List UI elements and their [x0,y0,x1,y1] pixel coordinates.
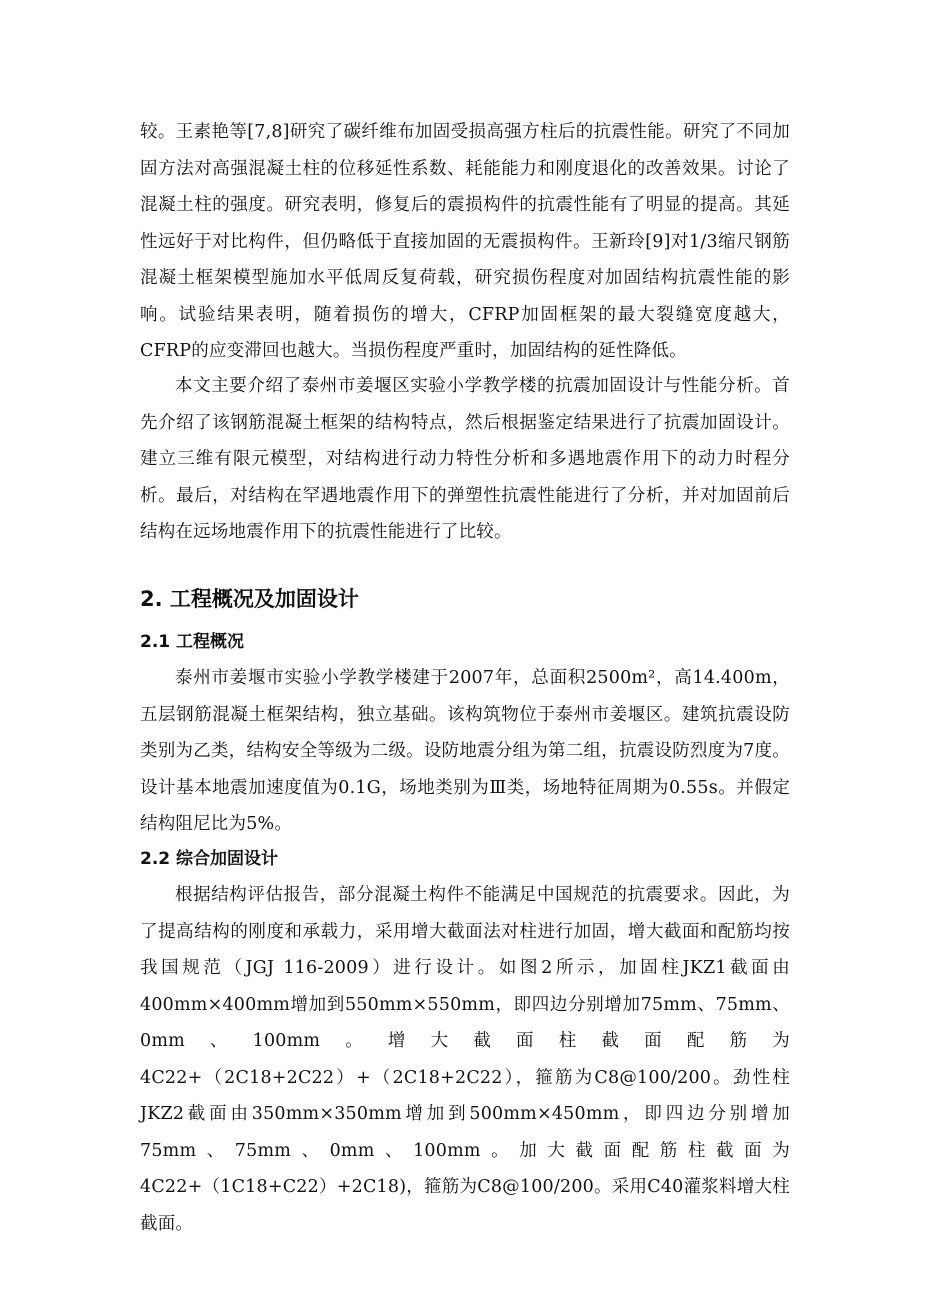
subsection-heading-2-1: 2.1 工程概况 [140,632,245,652]
paragraph-reinforcement-design: 根据结构评估报告，部分混凝土构件不能满足中国规范的抗震要求。因此，为了提高结构的刚度和承载力，采用增大截面法对柱进行加固，增大截面和配筋均按我国规范（JGJ 116-2009）进行设计。如图2所示，加固柱JKZ1截面由400mm×400mm增加到550mm×550mm，即四边分别增加75mm、75mm、0mm、100mm。增大截面柱截面配筋为4C22+（2C18+2C22）+（2C18+2C22），箍筋为C8@100/200。劲性柱JKZ2截面由350mm×350mm增加到500mm×450mm，即四边分别增加75mm、75mm、0mm、100mm。加大截面配筋柱截面为4C22+（1C18+C22）+2C18)，箍筋为C8@100/200。采用C40灌浆料增大柱截面。 [140,885,790,1234]
paragraph-literature-review: 较。王素艳等[7,8]研究了碳纤维布加固受损高强方柱后的抗震性能。研究了不同加固方法对高强混凝土柱的位移延性系数、耗能能力和刚度退化的改善效果。讨论了混凝土柱的强度。研究表明，修复后的震损构件的抗震性能有了明显的提高。其延性远好于对比构件，但仍略低于直接加固的无震损构件。王新玲[9]对1/3缩尺钢筋混凝土框架模型施加水平低周反复荷载，研究损伤程度对加固结构抗震性能的影响。试验结果表明，随着损伤的增大，CFRP加固框架的最大裂缝宽度越大，CFRP的应变滞回也越大。当损伤程度严重时，加固结构的延性降低。 [140,122,790,361]
paragraph-introduction-summary: 本文主要介绍了泰州市姜堰区实验小学教学楼的抗震加固设计与性能分析。首先介绍了该钢筋混凝土框架的结构特点，然后根据鉴定结果进行了抗震加固设计。建立三维有限元模型，对结构进行动力特性分析和多遇地震作用下的动力时程分析。最后，对结构在罕遇地震作用下的弹塑性抗震性能进行了分析，并对加固前后结构在远场地震作用下的抗震性能进行了比较。 [140,376,790,542]
subsection-heading-2-2: 2.2 综合加固设计 [140,849,279,869]
paragraph-project-overview: 泰州市姜堰市实验小学教学楼建于2007年，总面积2500m²，高14.400m，五层钢筋混凝土框架结构，独立基础。该构筑物位于泰州市姜堰区。建筑抗震设防类别为乙类，结构安全等级为二级。设防地震分组为第二组，抗震设防烈度为7度。设计基本地震加速度值为0.1G，场地类别为Ⅲ类，场地特征周期为0.55s。并假定结构阻尼比为5%。 [140,668,790,834]
section-heading-2: 2. 工程概况及加固设计 [140,587,359,611]
